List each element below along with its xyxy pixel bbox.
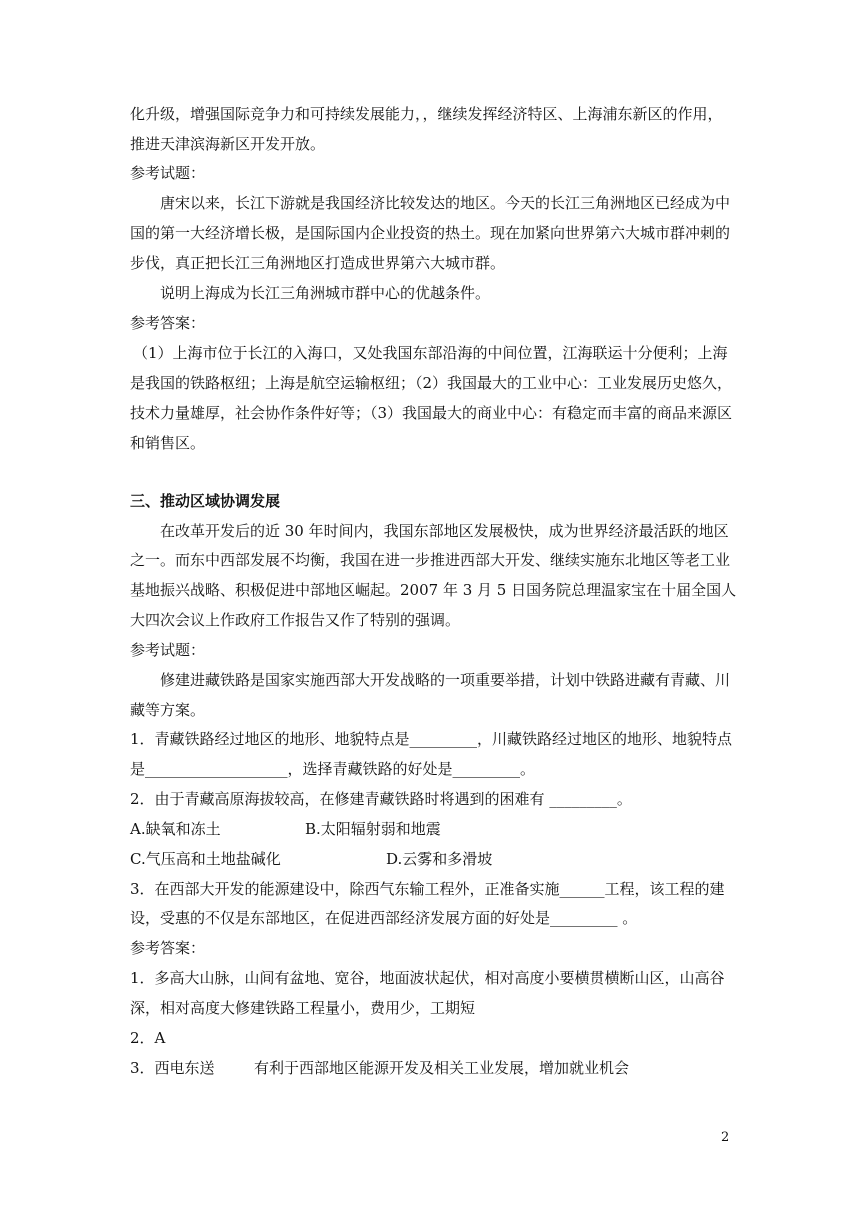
section-label: 参考试题： [130,164,206,182]
option-row [130,819,441,839]
body-text-line: 之一。而东中西部发展不均衡，我国在进一步推进西部大开发、继续实施东北地区等老工业 [130,551,731,569]
body-text-line: 基地振兴战略、积极促进中部地区崛起。2007 年 3 月 5 日国务院总理温家宝在十届全国人 [130,581,737,599]
answer-text-line [130,1058,630,1078]
body-text-line: 修建进藏铁路是国家实施西部大开发战略的一项重要举措，计划中铁路进藏有青藏、川 [160,671,731,689]
body-text-line: 步伐，真正把长江三角洲地区打造成世界第六大城市群。 [130,254,506,272]
question-line: 1．青藏铁路经过地区的地形、地貌特点是_________，川藏铁路经过地区的地形、地貌特点 [130,730,733,748]
section-label: 参考答案： [130,314,206,332]
question-line: 3．在西部大开发的能源建设中，除西气东输工程外，正准备实施______工程，该工程的建 [130,880,725,898]
option-row [130,849,493,869]
body-text-line: 藏等方案。 [130,701,206,719]
answer-text-line: 和销售区。 [130,434,206,452]
option-c: C.气压高和土地盐碱化 [130,850,281,868]
answer-3-detail: 有利于西部地区能源开发及相关工业发展，增加就业机会 [254,1059,630,1077]
body-text-line: 唐宋以来，长江下游就是我国经济比较发达的地区。今天的长江三角洲地区已经成为中 [160,194,731,212]
section-heading: 三、推动区域协调发展 [130,492,281,510]
answer-text-line: 是我国的铁路枢纽；上海是航空运输枢纽；（2）我国最大的工业中心：工业发展历史悠久， [130,374,733,392]
body-text-line: 推进天津滨海新区开发开放。 [130,135,326,153]
body-text-line: 化升级，增强国际竞争力和可持续发展能力，，继续发挥经济特区、上海浦东新区的作用， [130,105,723,123]
body-text-line: 在改革开发后的近 30 年时间内，我国东部地区发展极快，成为世界经济最活跃的地区 [160,522,729,540]
answer-text-line: 深，相对高度大修建铁路工程量小，费用少，工期短 [130,999,476,1017]
section-label: 参考试题： [130,641,206,659]
question-line: 2．由于青藏高原海拔较高，在修建青藏铁路时将遇到的困难有 _________。 [130,790,632,808]
answer-text-line: 技术力量雄厚，社会协作条件好等；（3）我国最大的商业中心：有稳定而丰富的商品来源区 [130,404,733,422]
body-text-line: 大四次会议上作政府工作报告又作了特别的强调。 [130,611,461,629]
section-label: 参考答案： [130,939,206,957]
option-a: A.缺氧和冻土 [130,820,221,838]
answer-3-label: 3．西电东送 [130,1059,215,1077]
option-b: B.太阳辐射弱和地震 [305,820,441,838]
answer-text-line: （1）上海市位于长江的入海口，又处我国东部沿海的中间位置，江海联运十分便利；上海 [133,344,728,362]
option-d: D.云雾和多滑坡 [386,850,493,868]
answer-text-line: 2．A [130,1029,166,1047]
body-text-line: 国的第一大经济增长极，是国际国内企业投资的热土。现在加紧向世界第六大城市群冲刺的 [130,224,731,242]
body-text-line: 说明上海成为长江三角洲城市群中心的优越条件。 [160,284,491,302]
question-line: 设，受惠的不仅是东部地区，在促进西部经济发展方面的好处是_________ 。 [130,909,638,927]
page-number: 2 [721,1130,730,1145]
answer-text-line: 1．多高大山脉，山间有盆地、宽谷，地面波状起伏，相对高度小要横贯横断山区，山高谷 [130,969,725,987]
question-line: 是___________________，选择青藏铁路的好处是_________。 [130,760,536,778]
